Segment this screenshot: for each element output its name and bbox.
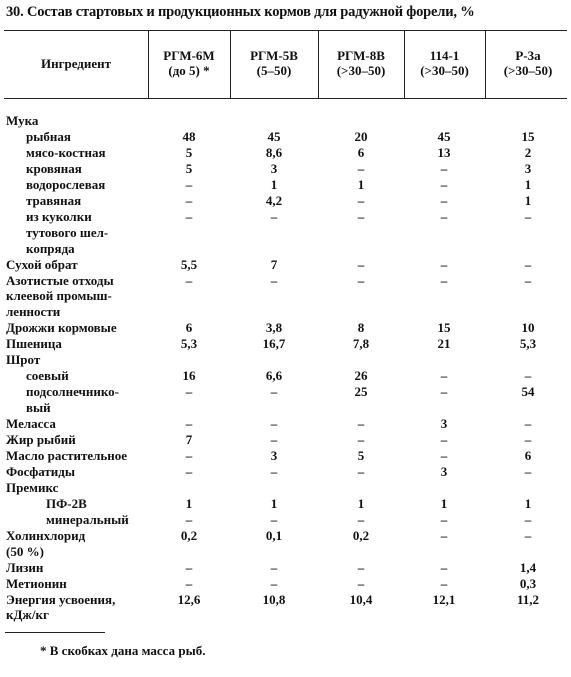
table-cell: – xyxy=(270,432,278,447)
table-cell: – xyxy=(357,160,365,176)
table-row xyxy=(0,241,571,257)
table-row xyxy=(0,544,571,560)
table-row xyxy=(0,288,571,304)
row-label: соевый xyxy=(26,368,69,384)
table-cell: – xyxy=(185,463,193,479)
table-cell: – xyxy=(524,272,532,288)
table-cell: – xyxy=(270,511,278,527)
table-row xyxy=(0,607,571,623)
header-column xyxy=(148,48,230,78)
table-cell: 25 xyxy=(354,384,368,400)
table-cell: 6 xyxy=(357,144,365,160)
table-cell: – xyxy=(524,432,532,447)
table-cell: – xyxy=(270,559,278,575)
table-cell: – xyxy=(185,559,193,575)
table-cell: 26 xyxy=(354,368,368,384)
table-cell: 3 xyxy=(270,447,278,463)
row-label: ленности xyxy=(6,304,61,320)
table-cell: – xyxy=(524,416,532,432)
table-row xyxy=(0,336,571,352)
table-cell: – xyxy=(357,432,365,447)
table-cell: – xyxy=(270,575,278,591)
table-cell: 7,8 xyxy=(352,336,370,352)
table-cell: – xyxy=(440,559,448,575)
table-row xyxy=(0,464,571,480)
table-cell: 8,6 xyxy=(265,144,283,160)
table-row xyxy=(0,320,571,336)
table-cell: – xyxy=(357,463,365,479)
table-cell: – xyxy=(357,256,365,272)
table-cell: 0,2 xyxy=(352,527,370,543)
table-cell: – xyxy=(270,384,278,400)
table-cell: – xyxy=(524,463,532,479)
header-column xyxy=(230,48,318,78)
table-row xyxy=(0,257,571,273)
table-cell: 45 xyxy=(437,128,451,144)
header-ingredient: Ингредиент xyxy=(40,56,112,71)
table-cell: 5,5 xyxy=(180,256,198,272)
table-cell: – xyxy=(357,208,365,224)
table-cell: – xyxy=(185,416,193,432)
table-cell: – xyxy=(440,384,448,400)
row-label: кДж/кг xyxy=(6,607,49,623)
row-label: травяная xyxy=(26,192,82,208)
table-cell: – xyxy=(357,559,365,575)
table-cell: 5 xyxy=(185,144,193,160)
header-column-name: РГМ-6М xyxy=(163,48,215,63)
header-column-sub: (>30–50) xyxy=(420,63,469,78)
table-cell: 1 xyxy=(357,176,365,192)
row-label: ПФ-2В xyxy=(46,495,87,511)
row-label: Премикс xyxy=(6,479,59,495)
header-column xyxy=(404,48,485,78)
table-cell: 1 xyxy=(524,176,532,192)
table-row xyxy=(0,193,571,209)
table-cell: 20 xyxy=(354,128,368,144)
table-row xyxy=(0,304,571,320)
table-cell: – xyxy=(440,160,448,176)
footnote: * В скобках дана масса рыб. xyxy=(40,643,206,658)
table-cell: 13 xyxy=(437,144,451,160)
table-cell: – xyxy=(524,511,532,527)
row-label: Пшеница xyxy=(6,336,62,352)
header-column-name: РГМ-8В xyxy=(337,48,385,63)
table-row xyxy=(0,448,571,464)
row-label: из куколки xyxy=(26,208,92,224)
table-cell: 3 xyxy=(440,416,448,432)
table-cell: – xyxy=(524,256,532,272)
table-cell: 6,6 xyxy=(265,368,283,384)
table-row xyxy=(0,592,571,608)
table-cell: – xyxy=(270,463,278,479)
table-cell: 4,2 xyxy=(265,192,283,208)
table-cell: 6 xyxy=(524,447,532,463)
table-cell: – xyxy=(440,256,448,272)
table-cell: – xyxy=(185,384,193,400)
table-row xyxy=(0,576,571,592)
row-label: Меласса xyxy=(6,416,56,432)
table-cell: 1 xyxy=(524,192,532,208)
table-cell: 10 xyxy=(521,320,535,336)
table-row xyxy=(0,161,571,177)
table-cell: – xyxy=(185,208,193,224)
table-cell: – xyxy=(357,416,365,432)
table-cell: – xyxy=(185,272,193,288)
table-cell: 1 xyxy=(270,495,278,511)
table-cell: 7 xyxy=(270,256,278,272)
table-cell: – xyxy=(185,447,193,463)
table-cell: 5,3 xyxy=(180,336,198,352)
table-cell: – xyxy=(270,272,278,288)
header-column xyxy=(485,48,571,78)
table-cell: – xyxy=(524,368,532,384)
row-label: Холинхлорид xyxy=(6,527,86,543)
table-cell: 5 xyxy=(185,160,193,176)
row-label: клеевой промыш- xyxy=(6,288,112,304)
row-label: тутового шел- xyxy=(26,224,109,240)
table-cell: 7 xyxy=(185,432,193,447)
header-column-name: 114-1 xyxy=(429,48,460,63)
row-label: рыбная xyxy=(26,128,71,144)
table-row xyxy=(0,496,571,512)
table-cell: 8 xyxy=(357,320,365,336)
table-row xyxy=(0,209,571,225)
table-cell: 3,8 xyxy=(265,320,283,336)
table-cell: – xyxy=(185,575,193,591)
header-column-sub: (до 5) * xyxy=(168,63,210,78)
table-cell: – xyxy=(440,511,448,527)
header-top-rule xyxy=(4,30,567,31)
table-cell: – xyxy=(440,447,448,463)
table-cell: 5 xyxy=(357,447,365,463)
table-row xyxy=(0,129,571,145)
table-row xyxy=(0,273,571,289)
table-cell: 3 xyxy=(270,160,278,176)
table-cell: 10,8 xyxy=(262,591,286,607)
table-cell: 2 xyxy=(524,144,532,160)
table-cell: 11,2 xyxy=(516,591,540,607)
table-cell: – xyxy=(440,575,448,591)
table-cell: 54 xyxy=(521,384,535,400)
header-column-sub: (5–50) xyxy=(256,63,292,78)
table-cell: 5,3 xyxy=(519,336,537,352)
table-row xyxy=(0,145,571,161)
table-cell: 1 xyxy=(357,495,365,511)
table-cell: 10,4 xyxy=(349,591,373,607)
row-label: Мука xyxy=(6,113,39,128)
row-label: Масло растительное xyxy=(6,447,128,463)
table-cell: – xyxy=(524,208,532,224)
table-cell: – xyxy=(357,272,365,288)
row-label: мясо-костная xyxy=(26,144,106,160)
table-cell: 1 xyxy=(524,495,532,511)
header-column-name: РГМ-5В xyxy=(250,48,298,63)
table-cell: – xyxy=(524,527,532,543)
row-label: Азотистые отходы xyxy=(6,272,114,288)
table-cell: 1 xyxy=(440,495,448,511)
table-row xyxy=(0,352,571,368)
header-column-sub: (>30–50) xyxy=(336,63,386,78)
table-cell: 12,6 xyxy=(177,591,201,607)
table-cell: 15 xyxy=(437,320,451,336)
row-label: подсолнечнико- xyxy=(26,384,119,400)
row-label: водорослевая xyxy=(26,176,106,192)
row-label: вый xyxy=(26,400,51,416)
table-row xyxy=(0,560,571,576)
row-label: Шрот xyxy=(6,352,41,368)
table-cell: – xyxy=(440,432,448,447)
row-label: Метионин xyxy=(6,575,67,591)
table-cell: 3 xyxy=(524,160,532,176)
table-cell: 21 xyxy=(437,336,451,352)
table-cell: – xyxy=(440,208,448,224)
table-cell: – xyxy=(185,511,193,527)
row-label: минеральный xyxy=(46,511,129,527)
table-cell: – xyxy=(185,176,193,192)
table-row xyxy=(0,432,571,448)
table-cell: 0,2 xyxy=(180,527,198,543)
table-cell: 6 xyxy=(185,320,193,336)
table-row xyxy=(0,400,571,416)
row-label: копряда xyxy=(26,240,75,256)
header-bottom-rule xyxy=(4,98,567,99)
table-cell: – xyxy=(185,192,193,208)
table-cell: – xyxy=(440,527,448,543)
row-label: кровяная xyxy=(26,160,82,176)
table-cell: 16 xyxy=(182,368,196,384)
table-cell: 1 xyxy=(270,176,278,192)
table-cell: – xyxy=(440,368,448,384)
table-cell: 45 xyxy=(267,128,281,144)
header-column-name: Р-3а xyxy=(515,48,541,63)
row-label: Жир рыбий xyxy=(6,432,76,447)
table-cell: 0,3 xyxy=(519,575,537,591)
table-cell: – xyxy=(440,176,448,192)
table-cell: 0,1 xyxy=(265,527,283,543)
row-label: Энергия усвоения, xyxy=(6,591,116,607)
header-column xyxy=(318,48,404,78)
table-row xyxy=(0,113,571,129)
row-label: Фосфатиды xyxy=(6,463,76,479)
table-cell: 1 xyxy=(185,495,193,511)
table-cell: 16,7 xyxy=(262,336,286,352)
table-cell: – xyxy=(357,575,365,591)
table-row xyxy=(0,177,571,193)
table-row xyxy=(0,225,571,241)
row-label: Лизин xyxy=(6,559,44,575)
header-column-sub: (>30–50) xyxy=(503,63,553,78)
table-cell: – xyxy=(357,511,365,527)
table-row xyxy=(0,528,571,544)
table-cell: 12,1 xyxy=(432,591,456,607)
table-row xyxy=(0,384,571,400)
table-title: 30. Состав стартовых и продукционных кормов для радужной форели, % xyxy=(6,4,475,20)
table-cell: – xyxy=(270,208,278,224)
row-label: (50 %) xyxy=(6,543,44,559)
table-cell: 48 xyxy=(182,128,196,144)
table-cell: 3 xyxy=(440,463,448,479)
table-cell: 15 xyxy=(521,128,535,144)
table-row xyxy=(0,416,571,432)
footnote-rule xyxy=(5,632,105,633)
table-cell: – xyxy=(357,192,365,208)
row-label: Дрожжи кормовые xyxy=(6,320,117,336)
table-cell: – xyxy=(440,272,448,288)
row-label: Сухой обрат xyxy=(6,256,78,272)
table-cell: 1,4 xyxy=(519,559,537,575)
table-row xyxy=(0,512,571,528)
table-cell: – xyxy=(440,192,448,208)
table-cell: – xyxy=(270,416,278,432)
table-row xyxy=(0,480,571,496)
table-row xyxy=(0,368,571,384)
